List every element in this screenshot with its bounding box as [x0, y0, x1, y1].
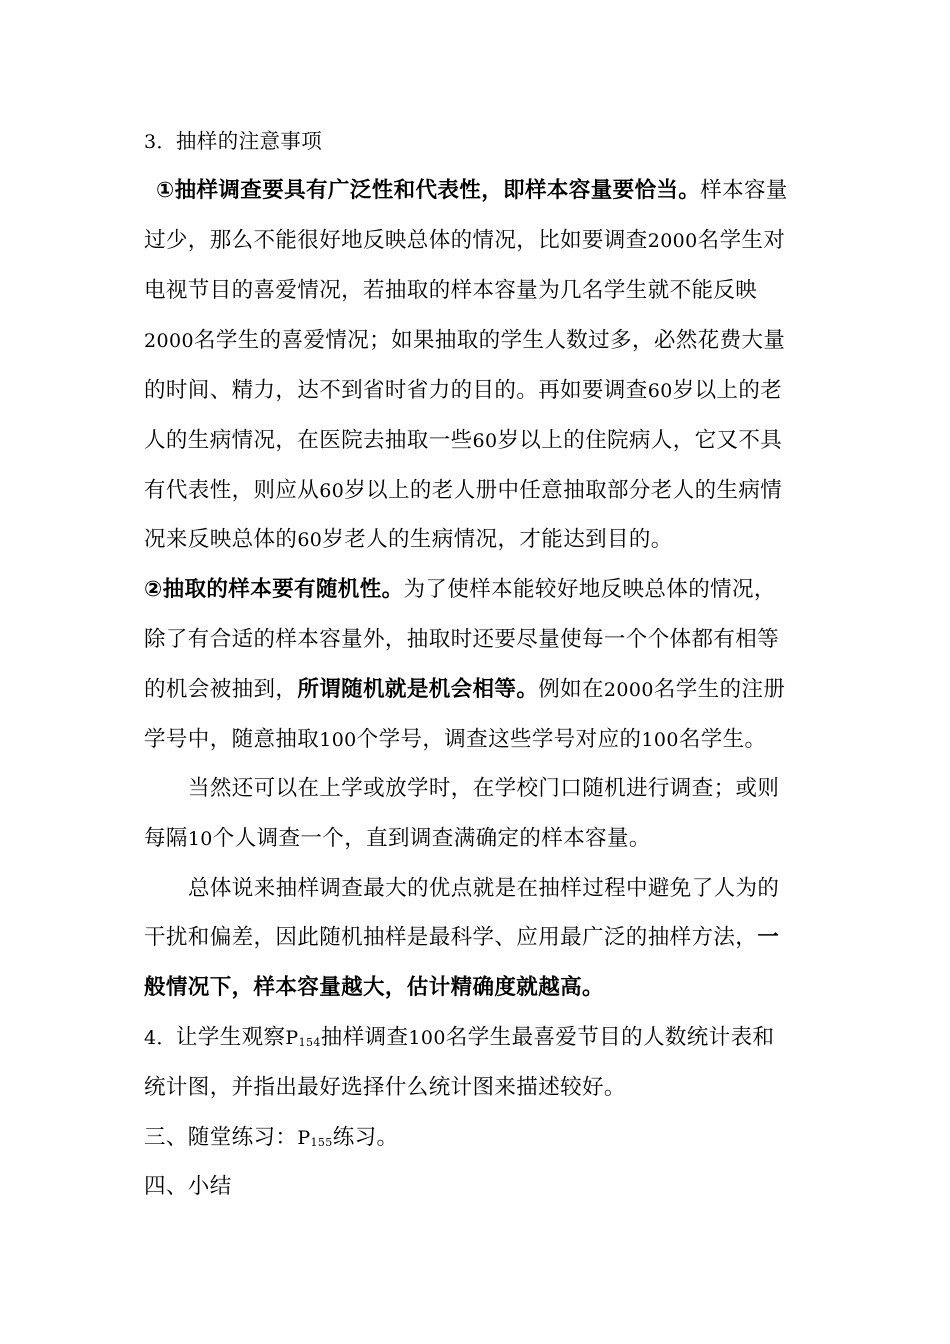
point1-line1: [156, 171, 826, 211]
point2-line2: [144, 620, 814, 660]
section-4-text-c: 名学生最喜爱节目的人数统计表和: [445, 1025, 775, 1050]
summary-para-line2-bold: 一: [757, 925, 780, 950]
section-4-page-letter: P: [285, 1027, 299, 1049]
also-para-line2-number: 10: [187, 828, 213, 850]
point2-bold-statement: ②抽取的样本要有随机性。: [144, 577, 404, 602]
point1-line8-text-a: 况来反映总体的: [144, 527, 298, 552]
point2-line4-number-2: 100: [641, 729, 679, 751]
point2-line3-bold: 所谓随机就是机会相等。: [297, 677, 539, 702]
point2-line3: [144, 670, 814, 710]
point1-line4: [144, 321, 814, 361]
point1-line4-text: 名学生的喜爱情况；如果抽取的学生人数过多，必然花费大量: [193, 328, 786, 353]
point1-line3-text: 电视节目的喜爱情况，若抽取的样本容量为几名学生就不能反映: [144, 278, 758, 303]
point1-line1-tail: 样本容量: [700, 178, 788, 203]
point2-line4: [144, 720, 814, 760]
summary-para-line3-bold: 般情况下，样本容量越大，估计精确度就越高。: [144, 975, 604, 1000]
point1-line6-text-b: 岁以上的住院病人，它又不具: [497, 428, 783, 453]
point2-line3-number: 2000: [603, 679, 654, 701]
point1-line5-number: 60: [647, 380, 673, 402]
also-para-line2: [144, 819, 814, 859]
point1-line7: [144, 471, 814, 511]
point2-line3-text-b: 例如在: [538, 677, 604, 702]
summary-heading: [144, 1167, 814, 1207]
point1-line7-text-b: 岁以上的老人册中任意抽取部分老人的生病情: [344, 478, 783, 503]
point2-line4-text-a: 学号中，随意抽取: [144, 727, 320, 752]
point1-line6-text-a: 人的生病情况，在医院去抽取一些: [144, 428, 473, 453]
section-4-line2-text: 统计图，并指出最好选择什么统计图来描述较好。: [144, 1075, 626, 1100]
point1-line2-text-b: 名学生对: [697, 228, 786, 253]
section-4-text-a: 让学生观察: [175, 1025, 286, 1050]
summary-para-line1: [188, 869, 814, 909]
practice-page-number: 155: [310, 1136, 333, 1149]
also-para-line2-text-a: 每隔: [144, 826, 188, 851]
section-3-number: 3．: [144, 131, 176, 153]
practice-text-a: 三、随堂练习：: [144, 1125, 298, 1150]
section-4-line2: [144, 1068, 814, 1108]
section-3-heading: [144, 121, 814, 161]
summary-heading-text: 四、小结: [144, 1174, 232, 1199]
point1-line4-number: 2000: [144, 330, 194, 352]
point1-line7-text-a: 有代表性，则应从: [144, 478, 320, 503]
practice-text-b: 练习。: [332, 1125, 399, 1150]
section-4-count: 100: [408, 1027, 446, 1049]
summary-para-line1-text: 总体说来抽样调查最大的优点就是在抽样过程中避免了人为的: [188, 876, 780, 901]
also-para-line1-text: 当然还可以在上学或放学时，在学校门口随机进行调查；或则: [188, 776, 780, 801]
summary-para-line2-text: 干扰和偏差，因此随机抽样是最科学、应用最广泛的抽样方法，: [144, 925, 758, 950]
point1-line5: [144, 371, 814, 411]
point1-line2-number: 2000: [647, 230, 698, 252]
point1-line5-text-a: 的时间、精力，达不到省时省力的目的。再如要调查: [144, 378, 648, 403]
point1-line7-number: 60: [319, 480, 345, 502]
point2-line3-text-a: 的机会被抽到，: [144, 677, 298, 702]
point1-line3: [144, 271, 814, 311]
point2-line4-text-b: 个学号，调查这些学号对应的: [356, 727, 642, 752]
summary-para-line2: [144, 918, 814, 958]
point2-line1: [144, 570, 814, 610]
section-4-line1: [144, 1018, 814, 1058]
section-4-number: 4．: [144, 1027, 176, 1049]
point1-line2: [144, 221, 814, 261]
section-3-title: 抽样的注意事项: [175, 129, 323, 153]
point2-line4-number-1: 100: [319, 729, 357, 751]
point1-line5-text-b: 岁以上的老: [672, 378, 783, 403]
point1-line8-number: 60: [297, 529, 323, 551]
summary-para-line3: [144, 968, 814, 1008]
section-4-text-b: 抽样调查: [320, 1025, 409, 1050]
practice-page-letter: P: [297, 1127, 311, 1149]
also-para-line1: [188, 769, 814, 809]
point1-line6-number: 60: [472, 430, 498, 452]
point1-line8: [144, 520, 814, 560]
point2-line3-text-c: 名学生的注册: [653, 677, 786, 702]
practice-heading: [144, 1118, 814, 1158]
point2-line2-text: 除了有合适的样本容量外，抽取时还要尽量使每一个个体都有相等: [144, 627, 780, 652]
section-4-page-number: 154: [298, 1036, 321, 1049]
point1-line8-text-b: 岁老人的生病情况，才能达到目的。: [322, 527, 673, 552]
point1-bold-statement: ①抽样调查要具有广泛性和代表性，即样本容量要恰当。: [156, 178, 701, 203]
point2-line4-text-c: 名学生。: [678, 727, 767, 752]
point1-line6: [144, 421, 814, 461]
also-para-line2-text-b: 个人调查一个，直到调查满确定的样本容量。: [212, 826, 651, 851]
point1-line2-text-a: 过少，那么不能很好地反映总体的情况，比如要调查: [144, 228, 648, 253]
point2-line1-tail: 为了使样本能较好地反映总体的情况，: [403, 577, 776, 602]
